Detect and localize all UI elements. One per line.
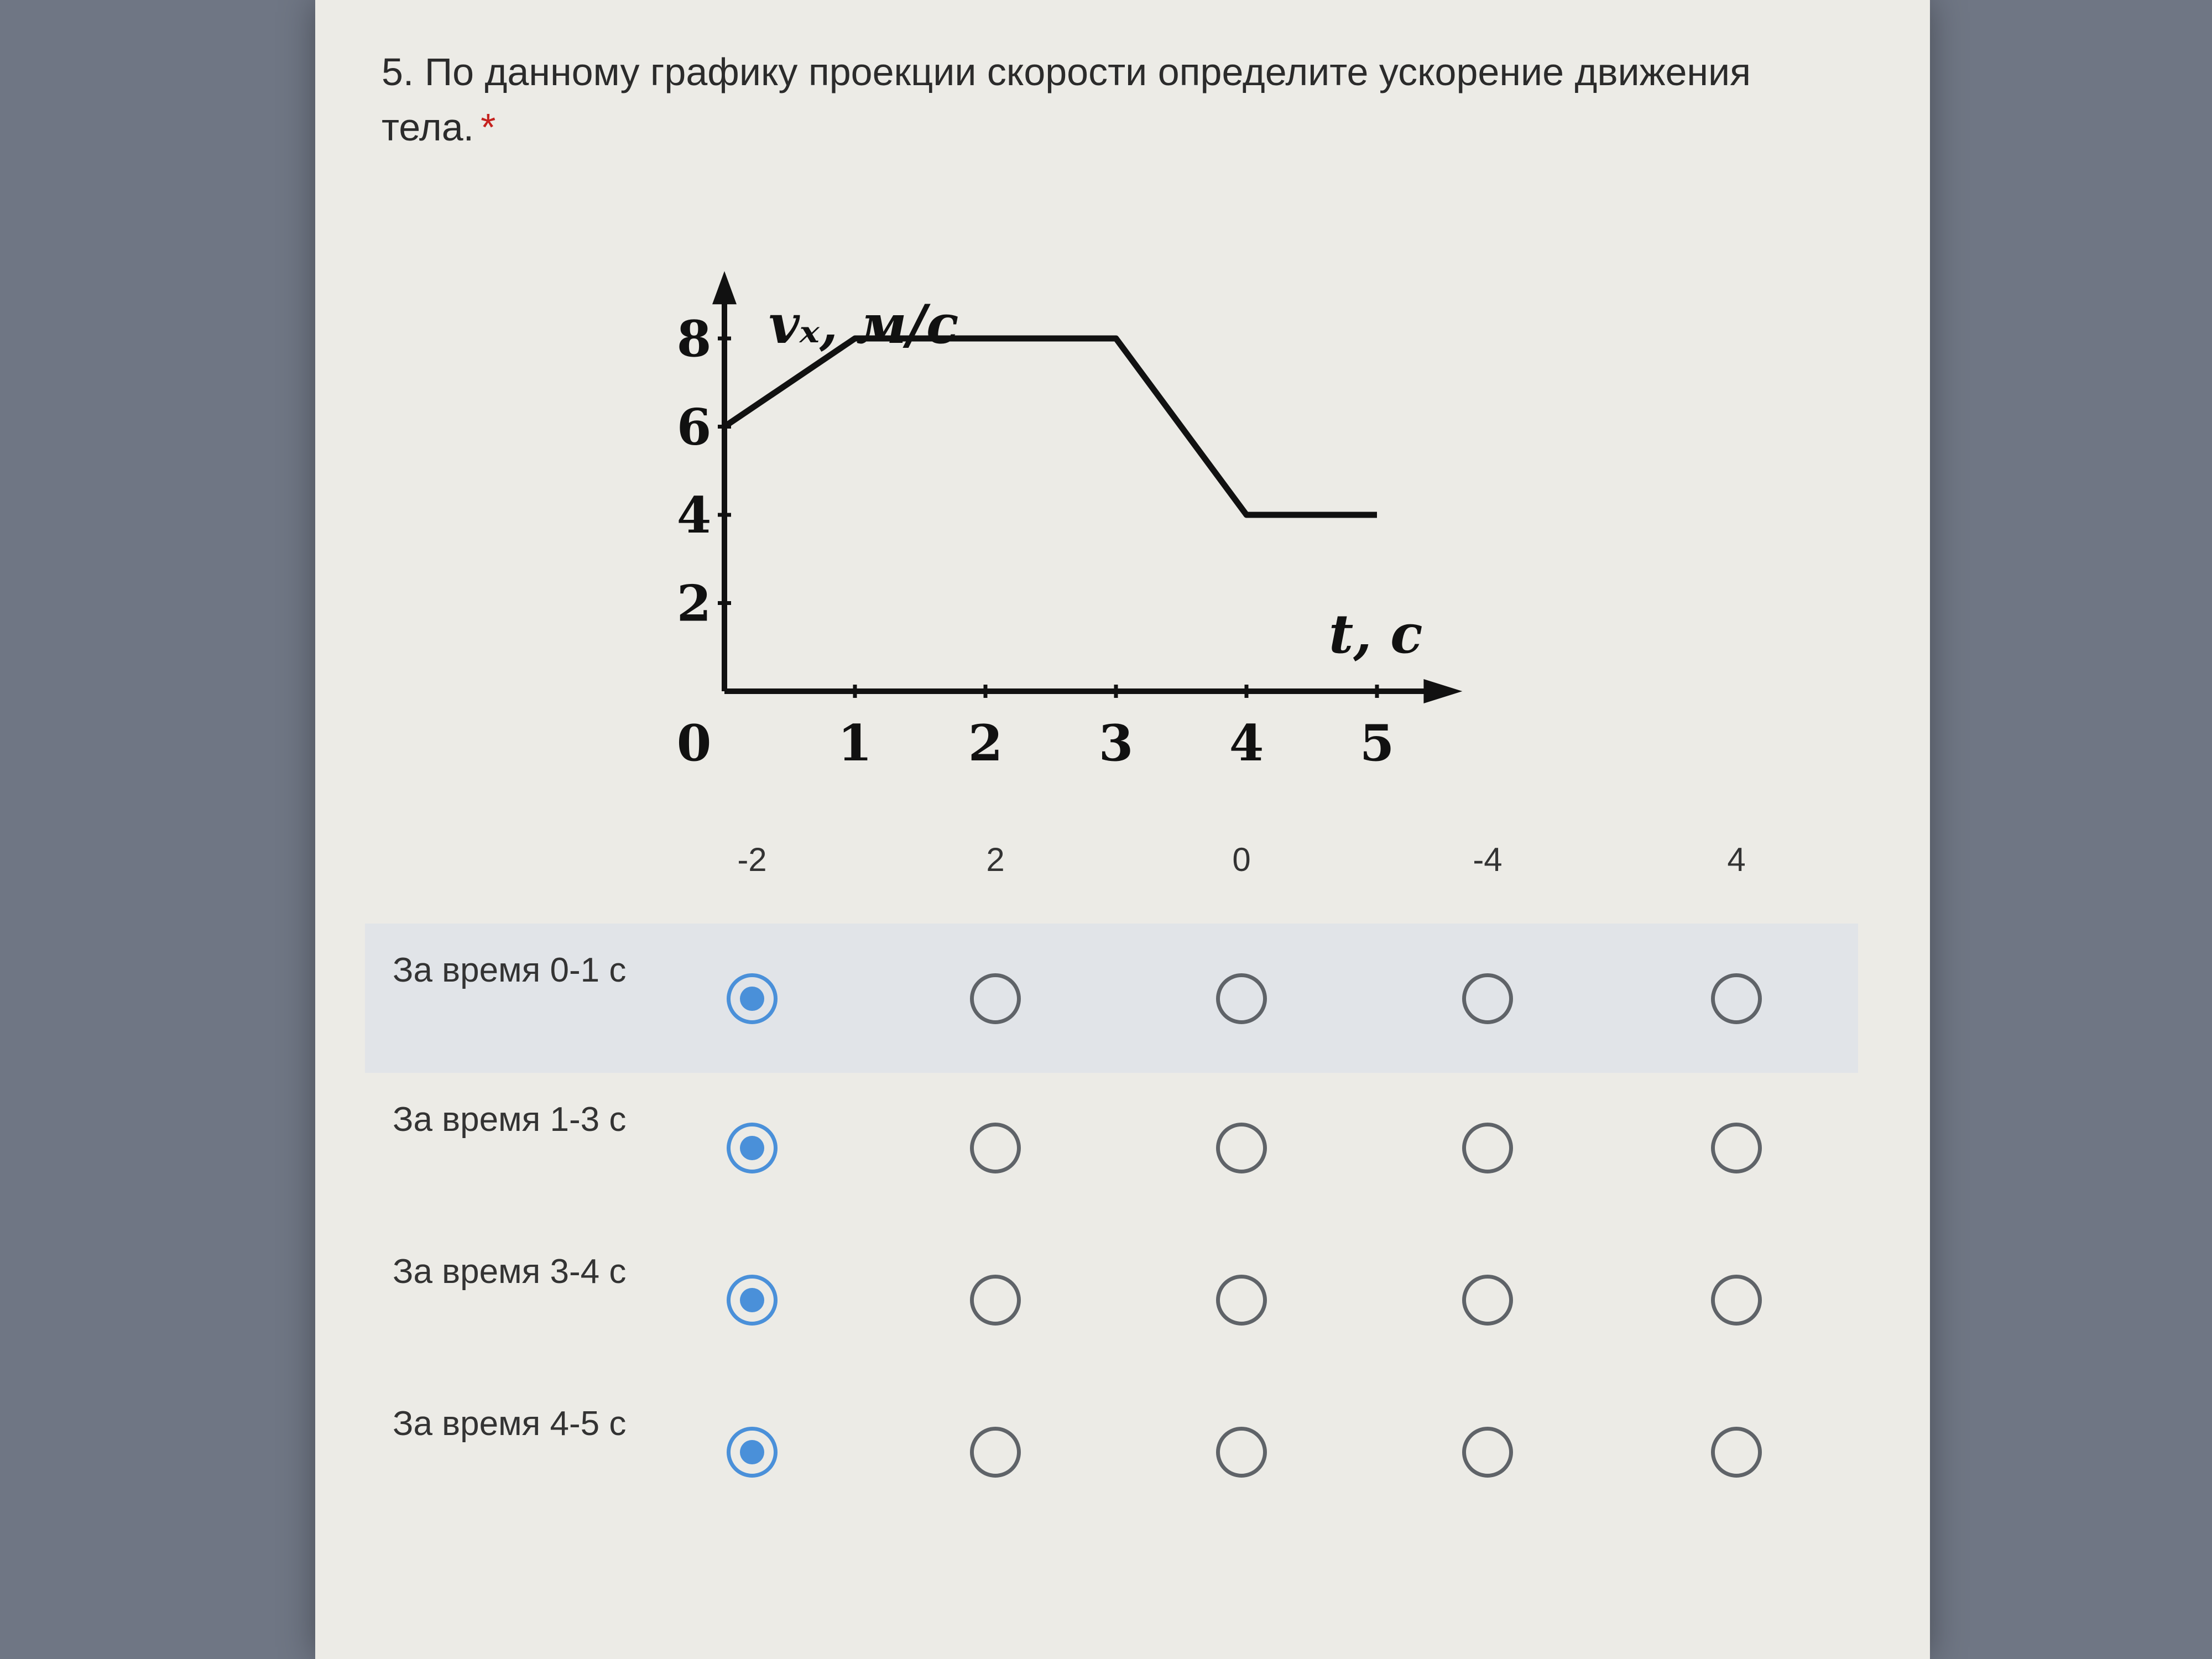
column-label: -2 [737,841,767,878]
grid-row [365,1377,1858,1526]
y-axis-label: vₓ, м/с [769,293,959,356]
question-title [382,44,1864,155]
x-tick-label-2: 2 [968,714,1003,773]
column-label: -4 [1473,841,1503,878]
radio-button[interactable] [1216,1123,1267,1173]
grid-row [365,1225,1858,1374]
row-label: За время 1-3 с [393,1100,627,1139]
x-tick-label-3: 3 [1098,714,1134,773]
row-label: За время 4-5 с [393,1405,627,1443]
y-tick-label-2: 2 [676,574,712,633]
radio-button[interactable] [1216,973,1267,1024]
radio-button[interactable] [1216,1427,1267,1478]
grid-column-headers [315,824,1930,912]
row-label: За время 3-4 с [393,1253,627,1291]
required-mark: * [481,106,496,149]
y-tick-label-6: 6 [676,398,712,457]
radio-button[interactable] [970,973,1021,1024]
x-axis-arrow [1423,679,1462,703]
x-origin-label: 0 [676,714,712,773]
radio-selected-dot [740,1288,764,1312]
grid-row [365,924,1858,1073]
y-tick-label-4: 4 [676,486,712,545]
y-tick-label-8: 8 [676,310,712,368]
column-label: 0 [1232,841,1251,878]
radio-button[interactable] [970,1123,1021,1173]
velocity-line [724,338,1377,515]
radio-selected-dot [740,987,764,1011]
radio-button[interactable] [727,973,778,1024]
row-label: За время 0-1 с [393,951,627,989]
x-axis-label: t, с [1328,603,1423,665]
radio-button[interactable] [970,1275,1021,1326]
grid-row [365,1073,1858,1222]
radio-button[interactable] [727,1123,778,1173]
radio-selected-dot [740,1440,764,1464]
velocity-chart [676,216,1598,813]
radio-button[interactable] [727,1427,778,1478]
radio-button[interactable] [1462,1427,1513,1478]
x-tick-label-4: 4 [1229,714,1264,773]
radio-button[interactable] [1711,1275,1762,1326]
question-card [315,0,1930,1659]
radio-button[interactable] [1462,1275,1513,1326]
radio-button[interactable] [1711,1123,1762,1173]
radio-button[interactable] [1711,1427,1762,1478]
x-tick-label-5: 5 [1359,714,1395,773]
y-axis-arrow [712,271,737,304]
radio-button[interactable] [970,1427,1021,1478]
column-label: 4 [1727,841,1746,878]
radio-selected-dot [740,1136,764,1160]
radio-button[interactable] [1462,1123,1513,1173]
radio-button[interactable] [1462,973,1513,1024]
radio-button[interactable] [1216,1275,1267,1326]
question-text: 5. По данному графику проекции скорости определите ускорение движения тела. [382,50,1751,149]
column-label: 2 [986,841,1005,878]
radio-button[interactable] [1711,973,1762,1024]
radio-button[interactable] [727,1275,778,1326]
x-tick-label-1: 1 [837,714,873,773]
